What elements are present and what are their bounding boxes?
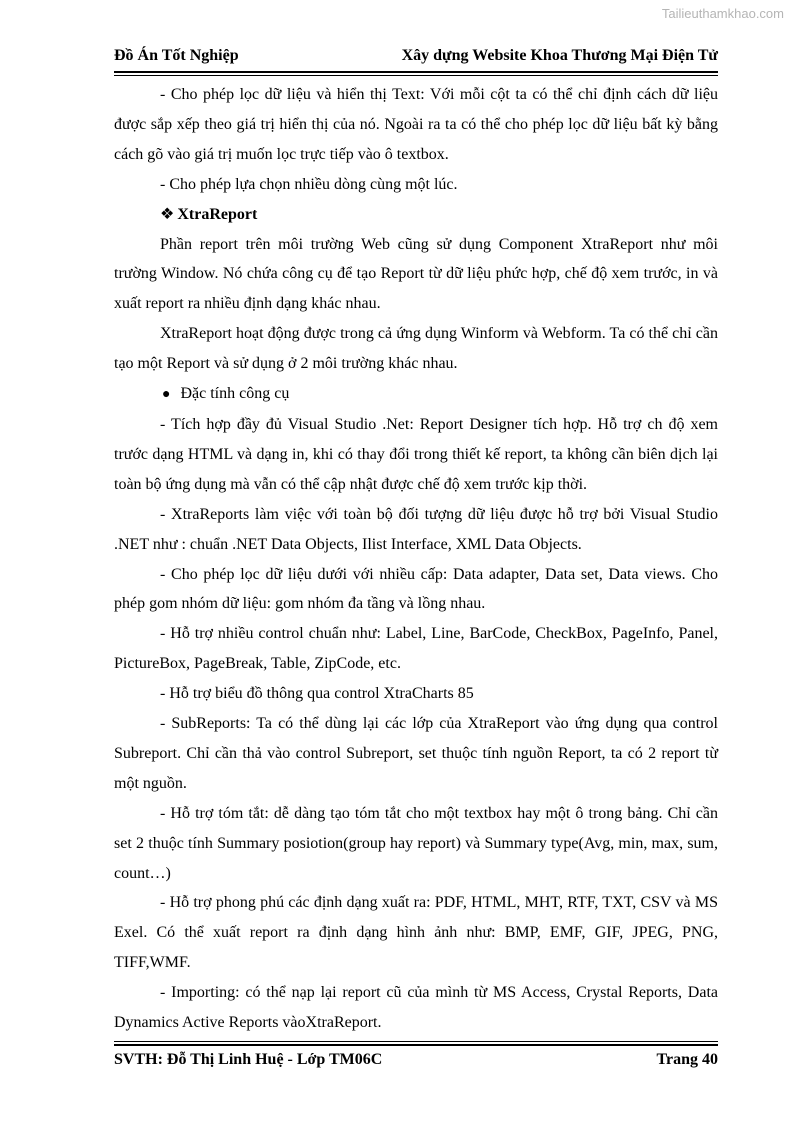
footer-author: SVTH: Đỗ Thị Linh Huệ - Lớp TM06C: [114, 1051, 383, 1068]
paragraph: - XtraReports làm việc với toàn bộ đối tượng dữ liệu được hỗ trợ bởi Visual Studio .NET như : chuẩn .NET Data Objects, Ilist Interface, XML Data Objects.: [114, 505, 718, 553]
page-header: [114, 46, 718, 66]
paragraph: - SubReports: Ta có thể dùng lại các lớp của XtraReport vào ứng dụng qua control Subreport. Chỉ cần thả vào control Subreport, set thuộc tính nguồn Report, ta có 2 report từ một nguồn.: [114, 715, 718, 792]
bullet-text: Đặc tính công cụ: [180, 385, 290, 403]
paragraph: - Cho phép lọc dữ liệu dưới với nhiều cấp: Data adapter, Data set, Data views. Cho phép gom nhóm dữ liệu: gom nhóm đa tầng và lồng nhau.: [114, 565, 718, 613]
paragraph: XtraReport hoạt động được trong cả ứng dụng Winform và Webform. Ta có thể chỉ cần tạo một Report và sử dụng ở 2 môi trường khác nhau.: [114, 325, 718, 373]
paragraph: - Cho phép lọc dữ liệu và hiển thị Text: Với mỗi cột ta có thể chỉ định cách dữ liệu được sắp xếp theo giá trị hiển thị của nó. Ngoài ra ta có thể cho phép lọc dữ liệu bất kỳ bằng cách gõ vào giá trị muốn lọc trực tiếp vào ô textbox.: [114, 86, 718, 163]
bullet-item: [114, 379, 718, 410]
paragraph: - Hỗ trợ tóm tắt: dễ dàng tạo tóm tắt cho một textbox hay một ô trong bảng. Chỉ cần set 2 thuộc tính Summary posiotion(group hay report) và Summary type(Avg, min, max, sum, count…): [114, 804, 718, 882]
paragraph: - Importing: có thể nạp lại report cũ của mình từ MS Access, Crystal Reports, Data Dynamics Active Reports vàoXtraReport.: [114, 984, 718, 1032]
page-number: Trang 40: [656, 1051, 718, 1068]
header-left: Đồ Án Tốt Nghiệp: [114, 47, 239, 64]
header-right: Xây dựng Website Khoa Thương Mại Điện Tử: [401, 47, 718, 64]
footer-rule: [114, 1041, 718, 1046]
header-rule: [114, 71, 718, 76]
bullet-icon: ●: [162, 387, 171, 403]
page-footer: [114, 1050, 718, 1070]
paragraph: - Hỗ trợ biểu đồ thông qua control XtraCharts 85: [160, 685, 474, 703]
paragraph: - Hỗ trợ nhiều control chuẩn như: Label, Line, BarCode, CheckBox, PageInfo, Panel, PictureBox, PageBreak, Table, ZipCode, etc.: [114, 625, 718, 673]
diamond-bullet-icon: ❖: [160, 205, 175, 223]
paragraph: Phần report trên môi trường Web cũng sử dụng Component XtraReport như môi trường Window. Nó chứa công cụ để tạo Report từ dữ liệu phức hợp, chế độ xem trước, in và xuất report ra nhiều định dạng khác nhau.: [114, 235, 718, 313]
watermark: Tailieuthamkhao.com: [661, 6, 784, 21]
section-heading: [114, 200, 718, 230]
section-heading-text: XtraReport: [177, 205, 258, 223]
paragraph: - Cho phép lựa chọn nhiều dòng cùng một lúc.: [160, 175, 458, 193]
paragraph: - Hỗ trợ phong phú các định dạng xuất ra: PDF, HTML, MHT, RTF, TXT, CSV và MS Exel. Có thể xuất report ra định dạng hình ảnh như: BMP, EMF, GIF, JPEG, PNG, TIFF,WMF.: [114, 894, 718, 972]
paragraph: - Tích hợp đầy đủ Visual Studio .Net: Report Designer tích hợp. Hỗ trợ ch độ xem trước dạng HTML và dạng in, khi có thay đổi trong thiết kế report, ta không cần biên dịch lại toàn bộ ứng dụng mà vẫn có thể cập nhật được chế độ xem trước kịp thời.: [114, 415, 718, 493]
page-body: [114, 80, 718, 1038]
